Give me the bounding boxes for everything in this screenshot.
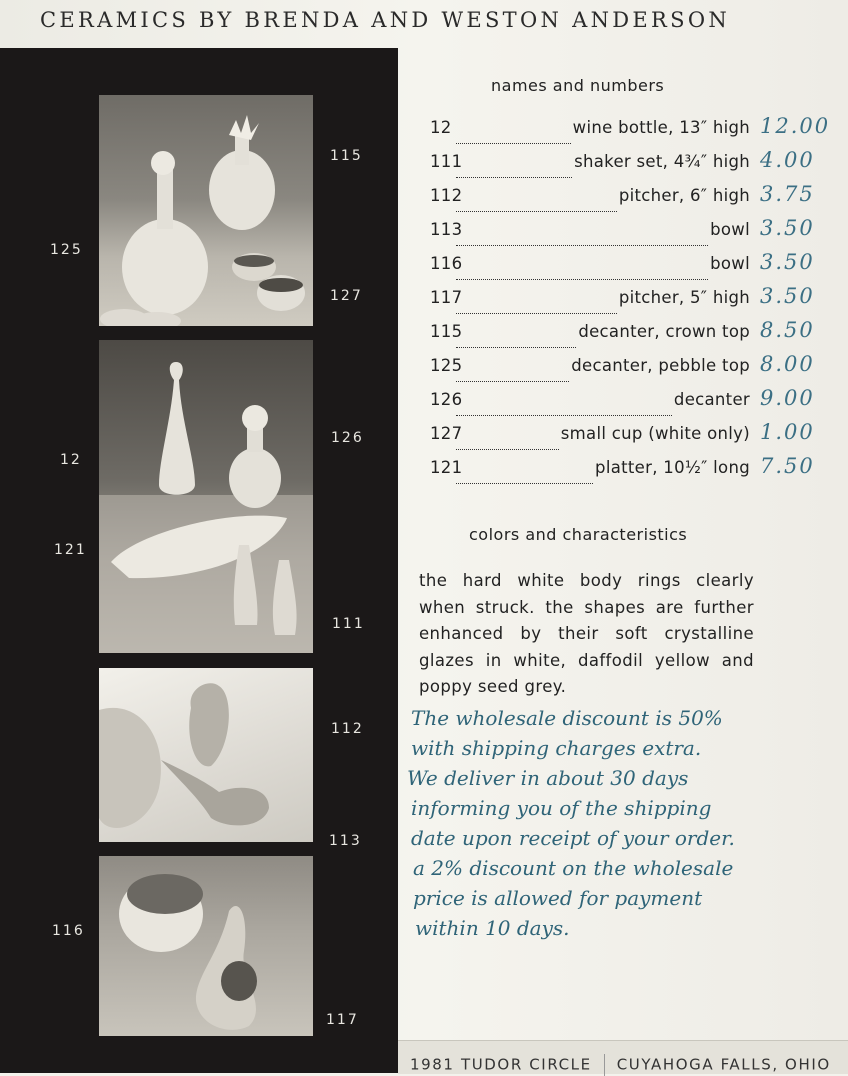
note-line: We deliver in about 30 days bbox=[407, 766, 689, 790]
item-description: decanter, crown top bbox=[578, 322, 750, 341]
item-code: 125 bbox=[430, 356, 463, 375]
characteristics-heading: colors and characteristics bbox=[469, 525, 688, 544]
price-row bbox=[430, 356, 750, 386]
item-description: pitcher, 6″ high bbox=[618, 186, 750, 205]
photo-label: 111 bbox=[332, 616, 365, 632]
photo-label: 117 bbox=[326, 1012, 359, 1028]
item-code: 116 bbox=[430, 254, 463, 273]
note-line: informing you of the shipping bbox=[411, 796, 712, 820]
photo-label: 116 bbox=[52, 923, 85, 939]
item-code: 127 bbox=[430, 424, 463, 443]
photo-bottle-platter-shakers bbox=[99, 340, 313, 653]
city-state: CUYAHOGA FALLS, OHIO bbox=[616, 1055, 831, 1074]
item-price: 4.00 bbox=[760, 148, 815, 172]
item-code: 121 bbox=[430, 458, 463, 477]
note-line: a 2% discount on the wholesale bbox=[413, 856, 734, 880]
photo-label: 126 bbox=[331, 430, 364, 446]
price-row bbox=[430, 152, 750, 182]
item-price: 3.50 bbox=[760, 250, 815, 274]
note-line: date upon receipt of your order. bbox=[411, 826, 735, 850]
price-row bbox=[430, 118, 750, 148]
price-row bbox=[430, 288, 750, 318]
item-price: 3.50 bbox=[760, 284, 815, 308]
item-code: 126 bbox=[430, 390, 463, 409]
price-row bbox=[430, 186, 750, 216]
item-description: bowl bbox=[710, 254, 750, 273]
item-description: decanter, pebble top bbox=[571, 356, 750, 375]
item-price: 8.00 bbox=[760, 352, 815, 376]
photo-label: 127 bbox=[330, 288, 363, 304]
photo-pitcher-bowls bbox=[99, 668, 313, 842]
bottle-platter-shakers-illustration bbox=[99, 340, 313, 653]
item-code: 111 bbox=[430, 152, 463, 171]
pitcher-bowls-illustration bbox=[99, 668, 313, 842]
item-description: bowl bbox=[710, 220, 750, 239]
item-description: wine bottle, 13″ high bbox=[572, 118, 750, 137]
photo-decanters-cups bbox=[99, 95, 313, 326]
photo-label: 113 bbox=[329, 833, 362, 849]
item-description: platter, 10½″ long bbox=[595, 458, 750, 477]
note-line: The wholesale discount is 50% bbox=[411, 706, 723, 730]
photo-bowl-pitcher bbox=[99, 856, 313, 1036]
item-code: 117 bbox=[430, 288, 463, 307]
page-title: CERAMICS BY BRENDA AND WESTON ANDERSON bbox=[40, 8, 731, 32]
bowl-pitcher-illustration bbox=[99, 856, 313, 1036]
item-price: 9.00 bbox=[760, 386, 815, 410]
note-line: within 10 days. bbox=[415, 916, 570, 940]
photo-label: 121 bbox=[54, 542, 87, 558]
item-description: small cup (white only) bbox=[560, 424, 750, 443]
item-price: 8.50 bbox=[760, 318, 815, 342]
item-code: 115 bbox=[430, 322, 463, 341]
item-price: 3.75 bbox=[760, 182, 815, 206]
item-code: 12 bbox=[430, 118, 452, 137]
price-row bbox=[430, 390, 750, 420]
photo-panel bbox=[0, 48, 398, 1073]
characteristics-text: the hard white body rings clearly when struck. the shapes are further enhanced by their soft crystalline glazes in white, daffodil yellow and poppy seed grey. bbox=[419, 571, 754, 696]
item-description: pitcher, 5″ high bbox=[618, 288, 750, 307]
item-price: 1.00 bbox=[760, 420, 815, 444]
price-row bbox=[430, 458, 750, 488]
price-row bbox=[430, 220, 750, 250]
price-row bbox=[430, 254, 750, 284]
item-price: 12.00 bbox=[760, 114, 831, 138]
note-line: with shipping charges extra. bbox=[411, 736, 702, 760]
item-description: decanter bbox=[673, 390, 750, 409]
handwritten-note bbox=[405, 703, 845, 943]
price-row bbox=[430, 424, 750, 454]
item-price: 7.50 bbox=[760, 454, 815, 478]
item-code: 112 bbox=[430, 186, 463, 205]
item-price: 3.50 bbox=[760, 216, 815, 240]
street-address: 1981 TUDOR CIRCLE bbox=[410, 1055, 592, 1074]
price-list-heading: names and numbers bbox=[491, 76, 665, 95]
photo-label: 115 bbox=[330, 148, 363, 164]
item-code: 113 bbox=[430, 220, 463, 239]
decanters-cups-illustration bbox=[99, 95, 313, 326]
photo-label: 112 bbox=[331, 721, 364, 737]
note-line: price is allowed for payment bbox=[413, 886, 703, 910]
item-description: shaker set, 4¾″ high bbox=[574, 152, 750, 171]
photo-label: 125 bbox=[50, 242, 83, 258]
price-row bbox=[430, 322, 750, 352]
photo-label: 12 bbox=[60, 452, 82, 468]
